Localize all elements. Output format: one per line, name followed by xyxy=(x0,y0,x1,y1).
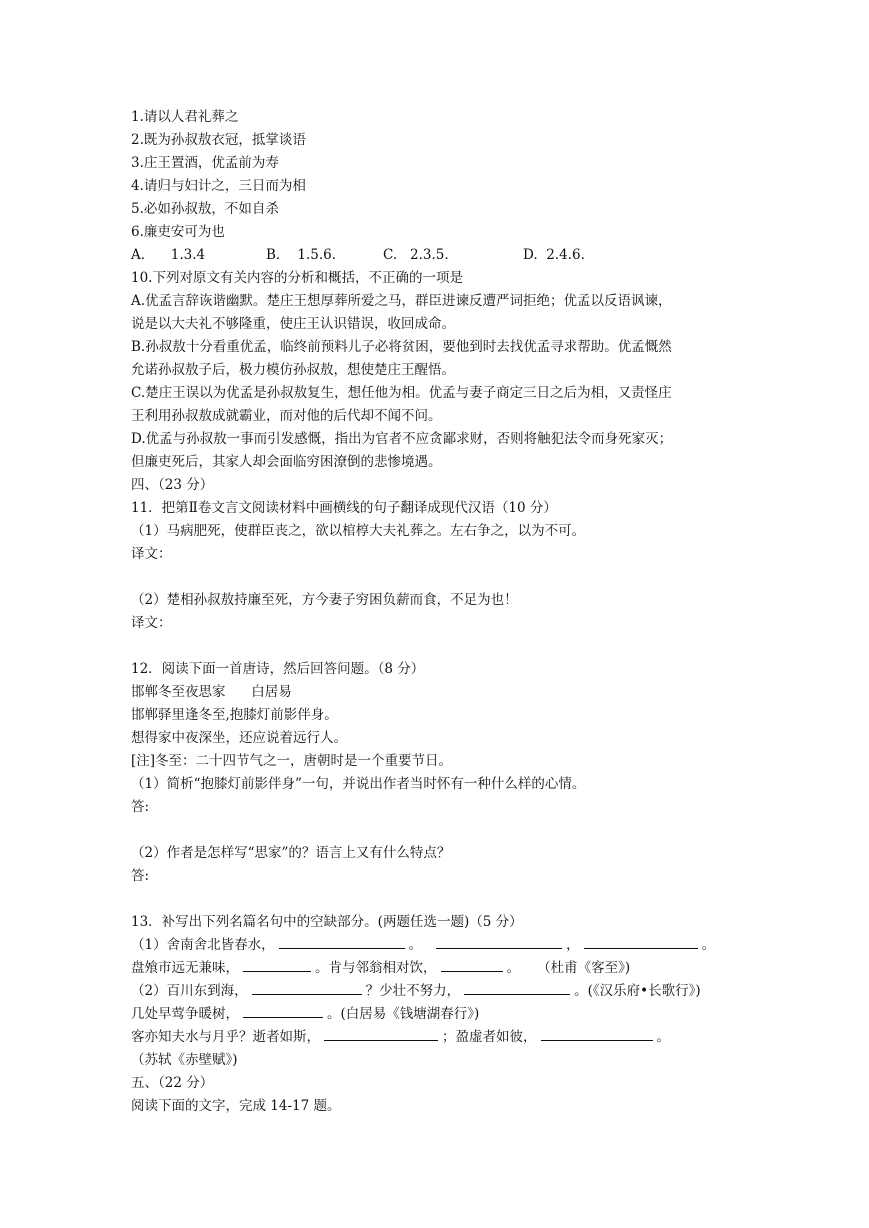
reading-instruction: 阅读下面的文字，完成 14-17 题。 xyxy=(131,1098,341,1114)
fill-blank[interactable] xyxy=(541,1026,653,1041)
choice-b: B. 1.5.6. xyxy=(266,247,337,263)
q12-sub-1: （1）简析“抱膝灯前影伴身”一句，并说出作者当时怀有一种什么样的心情。 xyxy=(131,776,586,792)
choice-d: D. 2.4.6. xyxy=(523,247,585,263)
answer-label: 译文： xyxy=(131,546,172,562)
q12-stem: 12．阅读下面一首唐诗，然后回答问题。（8 分） xyxy=(131,661,425,677)
answer-label: 答: xyxy=(131,799,150,815)
q11-stem: 11．把第Ⅱ卷文言文阅读材料中画横线的句子翻译成现代汉语（10 分） xyxy=(131,500,557,516)
option-line-5: 5.必如孙叔敖，不如自杀 xyxy=(131,201,279,217)
fill-blank[interactable] xyxy=(436,934,562,949)
q12-sub-2: （2）作者是怎样写“思家”的？语言上又有什么特点？ xyxy=(131,845,451,861)
fill-blank[interactable] xyxy=(324,1026,438,1041)
q10-line: 王利用孙叔敖成就霸业，而对他的后代却不闻不问。 xyxy=(131,408,442,424)
q10-line: 说是以大夫礼不够隆重，使庄王认识错误，收回成命。 xyxy=(131,316,455,332)
q10-line: 但廉吏死后，其家人却会面临穷困潦倒的悲惨境遇。 xyxy=(131,454,442,470)
fill-blank[interactable] xyxy=(279,934,405,949)
choice-a: A. 1.3.4 xyxy=(131,247,206,263)
fill-blank[interactable] xyxy=(243,957,311,972)
q9-choices xyxy=(131,244,751,267)
fill-line-5: 客亦知夫水与月乎？逝者如斯， ；盈虚者如彼， 。 xyxy=(131,1026,751,1049)
option-line-2: 2.既为孙叔敖衣冠，抵掌谈语 xyxy=(131,132,306,148)
option-line-1: 1.请以人君礼葬之 xyxy=(131,109,239,125)
fill-blank[interactable] xyxy=(243,1003,323,1018)
q11-sentence-2: （2）楚相孙叔敖持廉至死，方今妻子穷困负薪而食，不足为也！ xyxy=(131,592,518,608)
fill-line-4: 几处早莺争暖树， 。(白居易《钱塘湖春行》) xyxy=(131,1003,751,1026)
fill-line-2: 盘飧市远无兼味， 。肯与邻翁相对饮， 。 （杜甫《客至》) xyxy=(131,957,751,980)
citation: （苏轼《赤壁赋》) xyxy=(131,1052,238,1068)
q10-stem: 10.下列对原文有关内容的分析和概括，不正确的一项是 xyxy=(131,270,463,286)
fill-line-1: （1）舍南舍北皆春水， 。 ， 。 xyxy=(131,934,751,957)
fill-blank[interactable] xyxy=(252,980,362,995)
option-line-4: 4.请归与妇计之，三日而为相 xyxy=(131,178,306,194)
fill-blank[interactable] xyxy=(441,957,503,972)
q10-line: B.孙叔敖十分看重优孟，临终前预料儿子必将贫困，要他到时去找优孟寻求帮助。优孟慨然 xyxy=(131,339,672,355)
answer-label: 译文： xyxy=(131,615,172,631)
option-line-3: 3.庄王置酒，优孟前为寿 xyxy=(131,155,279,171)
section-heading: 四、（23 分） xyxy=(131,477,214,493)
fill-line-3: （2）百川东到海， ？少壮不努力， 。(《汉乐府•长歌行》) xyxy=(131,980,751,1003)
answer-label: 答: xyxy=(131,868,150,884)
poem-line-2: 想得家中夜深坐，还应说着远行人。 xyxy=(131,730,347,746)
q10-line: A.优孟言辞诙谐幽默。楚庄王想厚葬所爱之马，群臣进谏反遭严词拒绝；优孟以反语讽谏， xyxy=(131,293,672,309)
fill-blank[interactable] xyxy=(464,980,570,995)
q13-stem: 13．补写出下列名篇名句中的空缺部分。(两题任选一题)（5 分） xyxy=(131,914,523,930)
choice-c: C. 2.3.5. xyxy=(383,247,449,263)
q11-sentence-1: （1）马病肥死，使群臣丧之，欲以棺椁大夫礼葬之。左右争之，以为不可。 xyxy=(131,523,586,539)
q10-line: 允诺孙叔敖子后，极力模仿孙叔敖，想使楚庄王醒悟。 xyxy=(131,362,455,378)
q10-line: D.优孟与孙叔敖一事而引发感慨，指出为官者不应贪鄙求财，否则将触犯法令而身死家灭； xyxy=(131,431,673,447)
poem-line-1: 邯郸驿里逢冬至,抱膝灯前影伴身。 xyxy=(131,707,338,723)
fill-blank[interactable] xyxy=(584,934,698,949)
document-page xyxy=(131,106,751,1118)
section-heading: 五、（22 分） xyxy=(131,1075,214,1091)
option-line-6: 6.廉吏安可为也 xyxy=(131,224,225,240)
q10-line: C.楚庄王误以为优孟是孙叔敖复生，想任他为相。优孟与妻子商定三日之后为相，又责怪庄 xyxy=(131,385,672,401)
poem-note: [注]冬至：二十四节气之一，唐朝时是一个重要节日。 xyxy=(131,753,453,769)
poem-title: 邯郸冬至夜思家 白居易 xyxy=(131,684,292,700)
